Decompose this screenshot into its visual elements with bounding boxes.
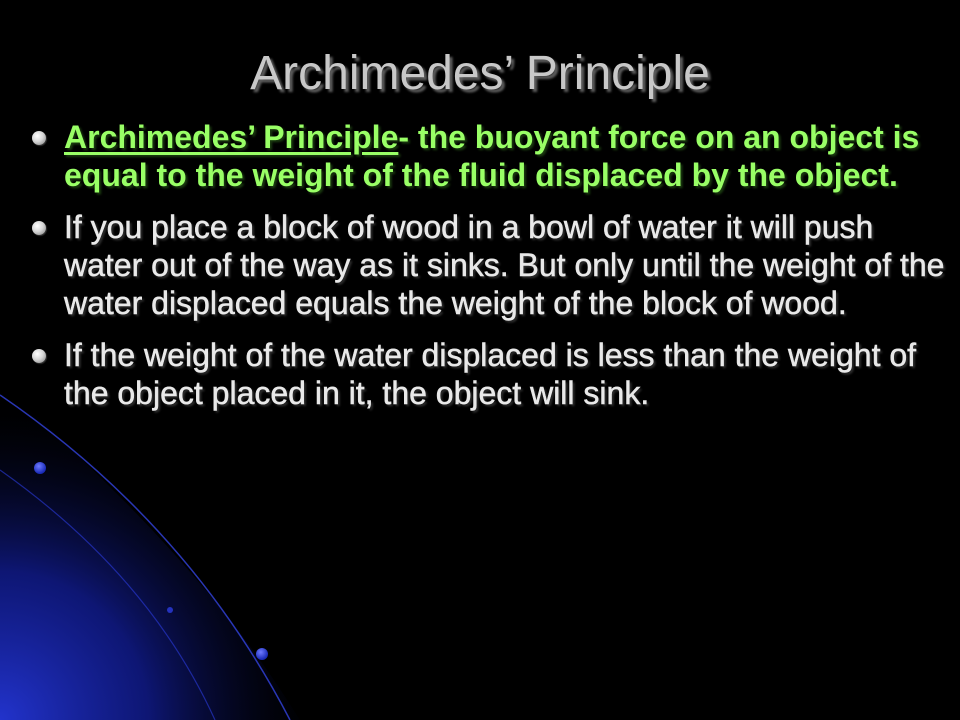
bullet-icon bbox=[32, 131, 46, 145]
bullet-text: If the weight of the water displaced is less than the weight of the object placed in it, the object will sink. bbox=[64, 337, 917, 411]
bullet-definition bbox=[30, 118, 948, 194]
slide-title: Archimedes’ Principle bbox=[250, 47, 710, 100]
bullet-list bbox=[30, 118, 948, 426]
bullet-icon bbox=[32, 349, 46, 363]
bead-dot bbox=[167, 607, 173, 613]
bullet-icon bbox=[32, 221, 46, 235]
bead-dot bbox=[256, 648, 268, 660]
bullet-text: If you place a block of wood in a bowl of water it will push water out of the way as it sinks. But only until the weight of the water displaced equals the weight of the block of wood. bbox=[64, 209, 945, 321]
bead-dot bbox=[34, 462, 46, 474]
definition-text: - the buoyant force on an object is equal to the weight of the fluid displaced by the object. bbox=[64, 119, 920, 193]
bullet-wood-example bbox=[30, 208, 948, 322]
definition-term: Archimedes’ Principle bbox=[64, 119, 399, 155]
bullet-sink-condition bbox=[30, 336, 948, 412]
